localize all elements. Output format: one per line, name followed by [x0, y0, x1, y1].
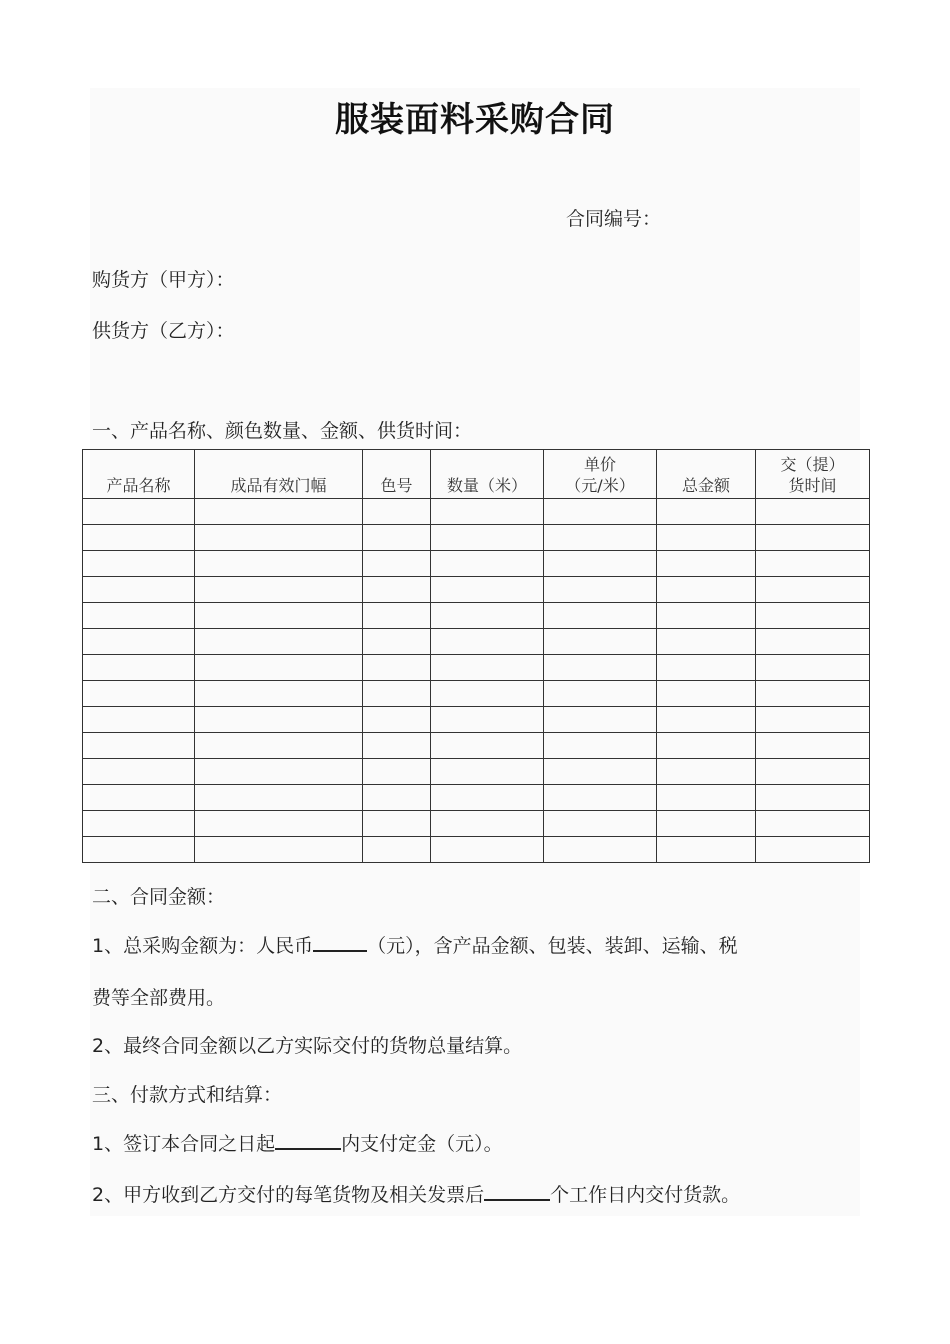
table-cell[interactable]	[544, 629, 657, 655]
table-cell[interactable]	[756, 785, 870, 811]
table-cell[interactable]	[363, 733, 431, 759]
table-cell[interactable]	[195, 837, 363, 863]
section3-item1	[92, 1129, 503, 1156]
table-cell[interactable]	[363, 577, 431, 603]
table-cell[interactable]	[756, 525, 870, 551]
section2-item1-text-b: （元），含产品金额、包装、装卸、运输、税	[367, 935, 738, 957]
table-row	[83, 629, 870, 655]
table-cell[interactable]	[431, 551, 544, 577]
table-header-row	[83, 450, 870, 499]
table-cell[interactable]	[544, 499, 657, 525]
table-cell[interactable]	[544, 577, 657, 603]
table-row	[83, 837, 870, 863]
table-row	[83, 499, 870, 525]
table-cell[interactable]	[195, 655, 363, 681]
table-cell[interactable]	[657, 811, 756, 837]
column-header: 产品名称	[83, 450, 195, 499]
table-cell[interactable]	[756, 551, 870, 577]
column-header: 数量（米）	[431, 450, 544, 499]
table-cell[interactable]	[756, 603, 870, 629]
table-cell[interactable]	[363, 811, 431, 837]
table-cell[interactable]	[195, 525, 363, 551]
table-cell[interactable]	[657, 681, 756, 707]
table-row	[83, 759, 870, 785]
section3-item2	[92, 1180, 740, 1207]
table-cell[interactable]	[756, 733, 870, 759]
table-cell[interactable]	[756, 499, 870, 525]
column-header: 成品有效门幅	[195, 450, 363, 499]
table-cell[interactable]	[83, 603, 195, 629]
table-cell[interactable]	[544, 707, 657, 733]
table-cell[interactable]	[544, 785, 657, 811]
table-cell[interactable]	[657, 785, 756, 811]
table-cell[interactable]	[363, 499, 431, 525]
table-cell[interactable]	[657, 499, 756, 525]
table-cell[interactable]	[363, 603, 431, 629]
table-cell[interactable]	[363, 551, 431, 577]
table-cell[interactable]	[431, 629, 544, 655]
table-row	[83, 551, 870, 577]
table-cell[interactable]	[756, 577, 870, 603]
table-row	[83, 681, 870, 707]
supplier-label: 供货方（乙方）：	[92, 320, 235, 342]
table-cell[interactable]	[657, 577, 756, 603]
table-cell[interactable]	[657, 837, 756, 863]
table-cell[interactable]	[363, 759, 431, 785]
table-cell[interactable]	[83, 525, 195, 551]
table-cell[interactable]	[431, 603, 544, 629]
product-table	[82, 449, 870, 863]
table-cell[interactable]	[756, 629, 870, 655]
table-cell[interactable]	[657, 603, 756, 629]
table-cell[interactable]	[756, 837, 870, 863]
table-cell[interactable]	[363, 629, 431, 655]
column-header: 单价 （元/米）	[544, 450, 657, 499]
table-cell[interactable]	[83, 811, 195, 837]
table-cell[interactable]	[431, 499, 544, 525]
table-row	[83, 811, 870, 837]
table-cell[interactable]	[195, 551, 363, 577]
table-cell[interactable]	[83, 707, 195, 733]
section3-item2-text-a: 2、甲方收到乙方交付的每笔货物及相关发票后	[92, 1184, 485, 1206]
table-cell[interactable]	[431, 525, 544, 551]
table-cell[interactable]	[544, 681, 657, 707]
document-title: 服装面料采购合同	[335, 100, 615, 140]
column-header: 总金额	[657, 450, 756, 499]
table-cell[interactable]	[195, 733, 363, 759]
table-cell[interactable]	[195, 629, 363, 655]
table-row	[83, 603, 870, 629]
table-cell[interactable]	[544, 525, 657, 551]
buyer-label: 购货方（甲方）：	[92, 269, 235, 291]
table-cell[interactable]	[431, 811, 544, 837]
table-cell[interactable]	[195, 681, 363, 707]
table-cell[interactable]	[657, 551, 756, 577]
table-cell[interactable]	[83, 733, 195, 759]
table-cell[interactable]	[431, 707, 544, 733]
column-header: 交（提） 货时间	[756, 450, 870, 499]
table-cell[interactable]	[363, 681, 431, 707]
table-cell[interactable]	[83, 681, 195, 707]
payment-days-blank[interactable]	[484, 1181, 550, 1201]
table-cell[interactable]	[83, 551, 195, 577]
table-cell[interactable]	[83, 837, 195, 863]
table-cell[interactable]	[756, 811, 870, 837]
table-cell[interactable]	[363, 525, 431, 551]
column-header: 色号	[363, 450, 431, 499]
total-amount-blank[interactable]	[313, 932, 367, 952]
table-cell[interactable]	[544, 759, 657, 785]
table-cell[interactable]	[657, 629, 756, 655]
table-cell[interactable]	[83, 655, 195, 681]
table-cell[interactable]	[756, 681, 870, 707]
table-cell[interactable]	[195, 603, 363, 629]
table-cell[interactable]	[657, 759, 756, 785]
table-cell[interactable]	[83, 499, 195, 525]
section2-item1-text-a: 1、总采购金额为：人民币	[92, 935, 314, 957]
table-cell[interactable]	[195, 785, 363, 811]
table-cell[interactable]	[657, 655, 756, 681]
table-cell[interactable]	[431, 577, 544, 603]
table-cell[interactable]	[544, 551, 657, 577]
table-cell[interactable]	[195, 759, 363, 785]
deposit-days-blank[interactable]	[275, 1130, 341, 1150]
table-cell[interactable]	[363, 655, 431, 681]
section2-item1	[92, 931, 738, 958]
section2-item2: 2、最终合同金额以乙方实际交付的货物总量结算。	[92, 1035, 523, 1057]
table-cell[interactable]	[657, 525, 756, 551]
table-cell[interactable]	[544, 811, 657, 837]
table-cell[interactable]	[195, 499, 363, 525]
table-cell[interactable]	[363, 837, 431, 863]
table-cell[interactable]	[756, 655, 870, 681]
table-cell[interactable]	[544, 837, 657, 863]
table-cell[interactable]	[431, 733, 544, 759]
section3-item1-text-b: 内支付定金（元）。	[341, 1133, 503, 1155]
table-cell[interactable]	[544, 733, 657, 759]
table-cell[interactable]	[657, 707, 756, 733]
table-cell[interactable]	[431, 837, 544, 863]
table-cell[interactable]	[756, 759, 870, 785]
table-cell[interactable]	[756, 707, 870, 733]
table-cell[interactable]	[363, 785, 431, 811]
table-cell[interactable]	[431, 655, 544, 681]
section1-heading: 一、产品名称、颜色数量、金额、供货时间：	[92, 420, 473, 442]
table-body	[83, 499, 870, 863]
table-cell[interactable]	[83, 577, 195, 603]
table-row	[83, 785, 870, 811]
table-row	[83, 733, 870, 759]
table-cell[interactable]	[83, 785, 195, 811]
table-cell[interactable]	[657, 733, 756, 759]
section2-heading: 二、合同金额：	[92, 886, 226, 908]
table-cell[interactable]	[431, 785, 544, 811]
table-cell[interactable]	[363, 707, 431, 733]
contract-number-label: 合同编号：	[566, 208, 662, 230]
table-row	[83, 655, 870, 681]
table-cell[interactable]	[431, 759, 544, 785]
table-cell[interactable]	[195, 811, 363, 837]
section3-item2-text-b: 个工作日内交付货款。	[550, 1184, 741, 1206]
table-cell[interactable]	[195, 707, 363, 733]
table-cell[interactable]	[544, 603, 657, 629]
section3-heading: 三、付款方式和结算：	[92, 1084, 283, 1106]
table-cell[interactable]	[544, 655, 657, 681]
section2-item1-continued: 费等全部费用。	[92, 987, 226, 1009]
table-row	[83, 577, 870, 603]
table-row	[83, 707, 870, 733]
table-cell[interactable]	[195, 577, 363, 603]
table-cell[interactable]	[431, 681, 544, 707]
table-cell[interactable]	[83, 759, 195, 785]
section3-item1-text-a: 1、签订本合同之日起	[92, 1133, 276, 1155]
table-row	[83, 525, 870, 551]
table-cell[interactable]	[83, 629, 195, 655]
